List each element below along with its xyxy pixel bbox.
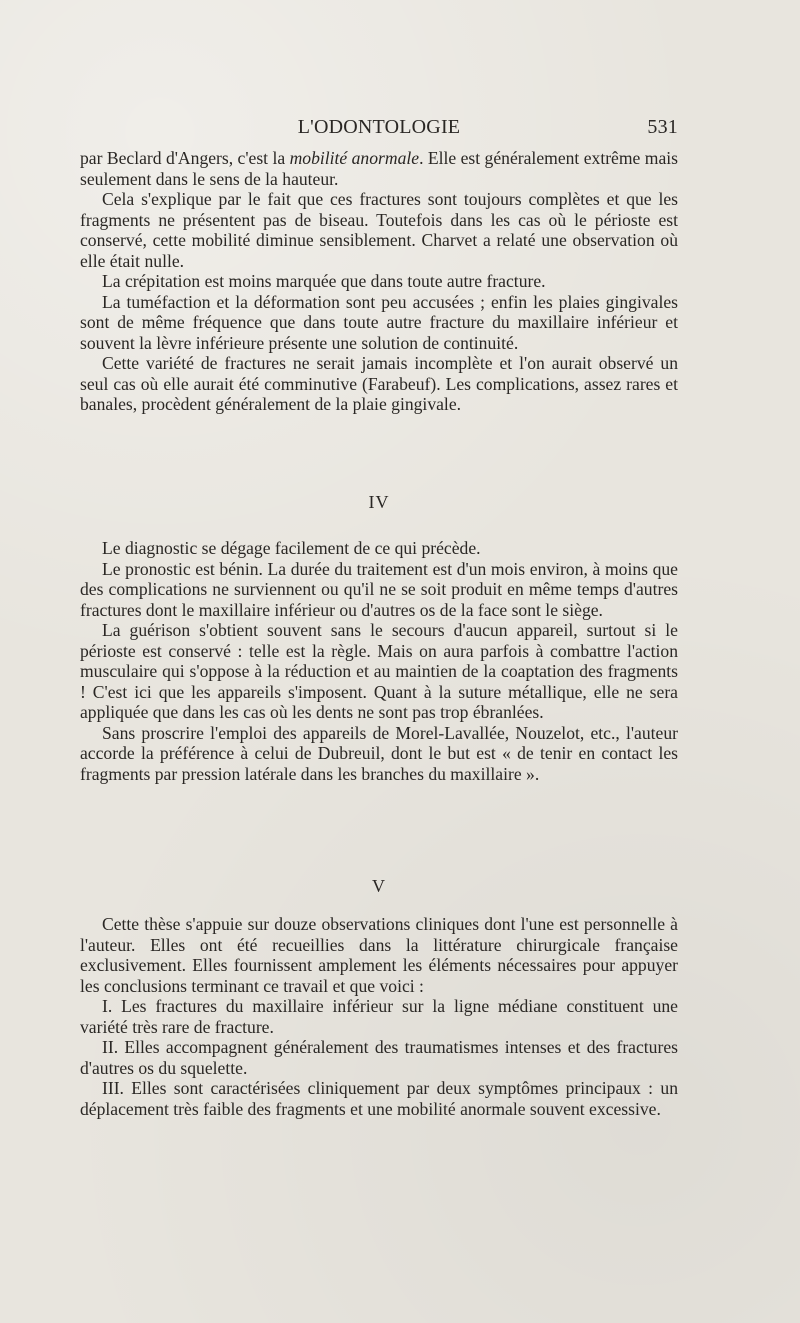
paragraph: La guérison s'obtient souvent sans le secours d'aucun appareil, surtout si le périoste est conservé : telle est la règle. Mais on aura parfois à combattre l'action musculaire qui s'oppose à la réduction et au maintien de la coaptation des fragments ! C'est ici que les appareils s'imposent. Quant à la suture métallique, elle ne sera appliquée que dans les cas où les dents ne sont pas trop ébranlées. bbox=[80, 620, 678, 722]
paragraph: La tuméfaction et la déformation sont peu accusées ; enfin les plaies gingivales sont de même fréquence que dans toute autre fracture du maxillaire inférieur et souvent la lèvre inférieure présente une solution de continuité. bbox=[80, 291, 678, 353]
page-number: 531 bbox=[647, 116, 678, 138]
conclusion-item: I. Les fractures du maxillaire inférieur sur la ligne médiane constituent une variété très rare de fracture. bbox=[80, 996, 678, 1037]
section-continuation bbox=[80, 148, 678, 415]
section-iv-body bbox=[80, 538, 678, 784]
page-header bbox=[80, 116, 678, 144]
conclusion-item: III. Elles sont caractérisées cliniquement par deux symptômes principaux : un déplacement très faible des fragments et une mobilité anormale souvent excessive. bbox=[80, 1078, 678, 1119]
paragraph: Le pronostic est bénin. La durée du traitement est d'un mois environ, à moins que des complications ne surviennent ou qu'il ne se soit produit en même temps d'autres fractures dont le maxillaire inférieur ou d'autres os de la face sont le siège. bbox=[80, 558, 678, 620]
conclusion-item: II. Elles accompagnent généralement des traumatismes intenses et des fractures d'autres os du squelette. bbox=[80, 1037, 678, 1078]
section-heading-iv: IV bbox=[368, 492, 390, 512]
paragraph: Cette variété de fractures ne serait jamais incomplète et l'on aurait observé un seul cas où elle aurait été comminutive (Farabeuf). Les complications, assez rares et banales, procèdent généralement de la plaie gingivale. bbox=[80, 353, 678, 414]
running-title: L'ODONTOLOGIE bbox=[297, 116, 461, 138]
section-v-body bbox=[80, 914, 678, 1119]
paragraph: Cela s'explique par le fait que ces fractures sont toujours complètes et que les fragments ne présentent pas de biseau. Toutefois dans les cas où le périoste est conservé, cette mobilité diminue sensiblement. Charvet a relaté une observation où elle était nulle. bbox=[80, 189, 678, 271]
paragraph: Sans proscrire l'emploi des appareils de Morel-Lavallée, Nouzelot, etc., l'auteur accorde la préférence à celui de Dubreuil, dont le but est « de tenir en contact les fragments par pression latérale dans les branches du maxillaire ». bbox=[80, 722, 678, 784]
emphasized-text: mobilité anormale bbox=[289, 148, 420, 168]
paragraph: Cette thèse s'appuie sur douze observations cliniques dont l'une est personnelle à l'auteur. Elles ont été recueillies dans la littérature chirurgicale française exclusivement. Elles fournissent amplement les éléments nécessaires pour appuyer les conclusions terminant ce travail et que voici : bbox=[80, 914, 678, 996]
paragraph-text: par Beclard d'Angers, c'est la bbox=[80, 148, 290, 168]
paragraph-text: . Elle est généralement extrême mais seulement dans le sens de la hauteur. bbox=[80, 148, 678, 189]
paragraph: La crépitation est moins marquée que dans toute autre fracture. bbox=[101, 271, 546, 291]
paragraph bbox=[80, 148, 678, 189]
section-heading-v: V bbox=[372, 876, 386, 896]
paragraph: Le diagnostic se dégage facilement de ce qui précède. bbox=[101, 538, 481, 558]
